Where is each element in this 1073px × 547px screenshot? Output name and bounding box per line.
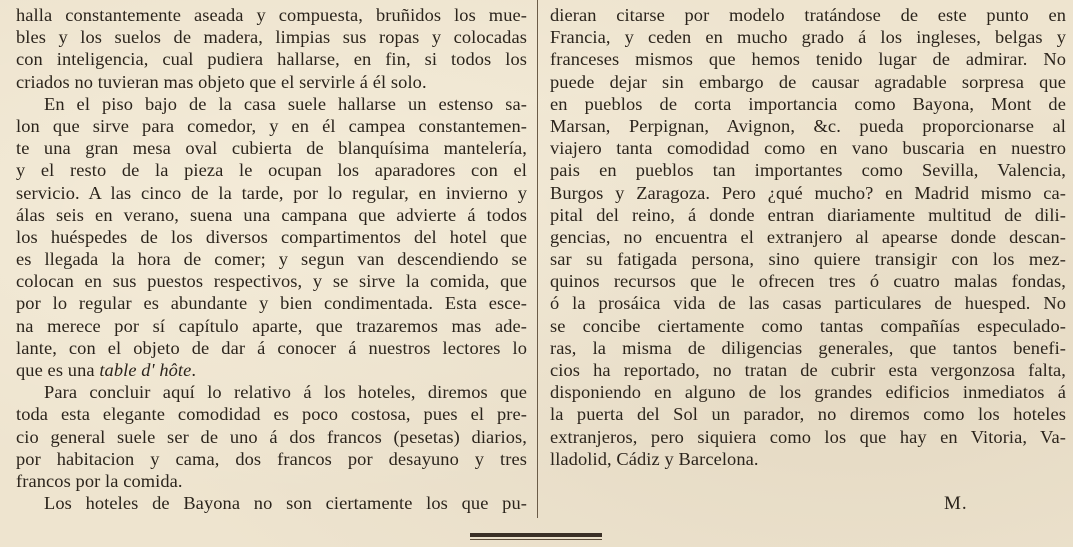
left-text-line: bles y los suelos de madera, limpias sus ropas y colocadas (16, 27, 527, 48)
left-text-line: criados no tuvieran mas objeto que el servirle á él solo. (16, 71, 427, 92)
right-text-line: gencias, no encuentra el extranjero al apearse donde descan- (550, 226, 1066, 247)
right-text-line: extranjeros, pero siquiera como los que hay en Vitoria, Va- (550, 426, 1066, 447)
left-text-line: halla constantemente aseada y compuesta, bruñidos los mue- (16, 5, 527, 25)
right-text-line: cios ha reportado, no tratan de cubrir esta vergonzosa falta, (550, 360, 1066, 380)
left-text-line: lon que sirve para comedor, y en él campea constantemen- (16, 115, 527, 136)
left-text-line: te una gran mesa oval cubierta de blanquísima mantelería, (16, 138, 527, 159)
left-text-line: álas seis en verano, suena una campana que advierte á todos (16, 204, 527, 225)
right-column (550, 4, 1066, 470)
right-text-line: puede dejar sin embargo de causar agradable sorpresa que (550, 71, 1066, 92)
left-text-line: con inteligencia, cual pudiera hallarse, en fin, si todos los (16, 49, 527, 70)
left-text-line: que es una table d' hôte. (16, 360, 197, 380)
left-text-line: servicio. A las cinco de la tarde, por lo regular, en invierno y (16, 182, 527, 203)
right-text-line: Francia, y ceden en mucho grado á los ingleses, belgas y (550, 27, 1066, 48)
right-text-line: Marsan, Perpignan, Avignon, &c. pueda proporcionarse al (550, 115, 1066, 136)
left-text-line: y el resto de la pieza le ocupan los aparadores con el (16, 160, 527, 181)
left-text-line: toda esta elegante comodidad es poco costosa, pues el pre- (16, 404, 527, 425)
left-text-line: por lo regular es abundante y bien condimentada. Esta esce- (16, 293, 527, 314)
left-text-line: En el piso bajo de la casa suele hallarse un estenso sa- (44, 93, 527, 114)
left-text-line: por habitacion y cama, dos francos por desayuno y tres (16, 448, 527, 469)
right-text-line: ó la prosáica vida de las casas particulares de huesped. No (550, 293, 1066, 314)
footer-rule (470, 533, 602, 537)
right-text-line: la puerta del Sol un parador, no diremos como los hoteles (550, 404, 1066, 425)
left-column (16, 4, 527, 514)
left-text-line: es llegada la hora de comer; y segun van descendiendo se (16, 249, 527, 270)
right-text-line: pais en pueblos tan importantes como Sevilla, Valencia, (550, 160, 1066, 181)
left-text-line: Los hoteles de Bayona no son ciertamente los que pu- (44, 493, 527, 514)
right-text-line: viajero tanta comodidad como en vano buscaria en nuestro (550, 138, 1066, 159)
left-text-line: cio general suele ser de uno á dos francos (pesetas) diarios, (16, 426, 527, 447)
right-text-line: quinos recursos que le ofrecen tres ó cuatro malas fondas, (550, 271, 1066, 292)
author-signature: M. (944, 493, 968, 514)
right-text-line: en pueblos de corta importancia como Bayona, Mont de (550, 93, 1066, 114)
right-text-line: pital del reino, á donde entran diariamente multitud de dili- (550, 204, 1066, 225)
column-divider (537, 0, 538, 518)
right-text-line: Burgos y Zaragoza. Pero ¿qué mucho? en Madrid mismo ca- (550, 182, 1066, 203)
right-text-line: disponiendo en alguno de los grandes edificios inmediatos á (550, 382, 1066, 403)
left-text-line: francos por la comida. (16, 470, 183, 491)
left-text-line: colocan en sus puestos respectivos, y se sirve la comida, que (16, 271, 527, 292)
right-text-line: lladolid, Cádiz y Barcelona. (550, 448, 759, 469)
right-text-line: franceses mismos que hemos tenido lugar de admirar. No (550, 49, 1066, 70)
right-text-line: se concibe ciertamente como tantas compañías especulado- (550, 315, 1066, 336)
right-text-line: ras, la misma de diligencias generales, que tantos benefi- (550, 337, 1066, 358)
right-text-line: dieran citarse por modelo tratándose de este punto en (550, 5, 1066, 25)
right-text-line: sar su fatigada persona, sino quiere transigir con los mez- (550, 249, 1066, 270)
left-text-line: na merece por sí capítulo aparte, que trazaremos mas ade- (16, 315, 527, 336)
italic-phrase: table d' hôte (99, 360, 192, 380)
left-text-line: lante, con el objeto de dar á conocer á nuestros lectores lo (16, 337, 527, 358)
left-text-line: Para concluir aquí lo relativo á los hoteles, diremos que (44, 382, 527, 403)
left-text-line: los huéspedes de los diversos compartimentos del hotel que (16, 226, 527, 247)
